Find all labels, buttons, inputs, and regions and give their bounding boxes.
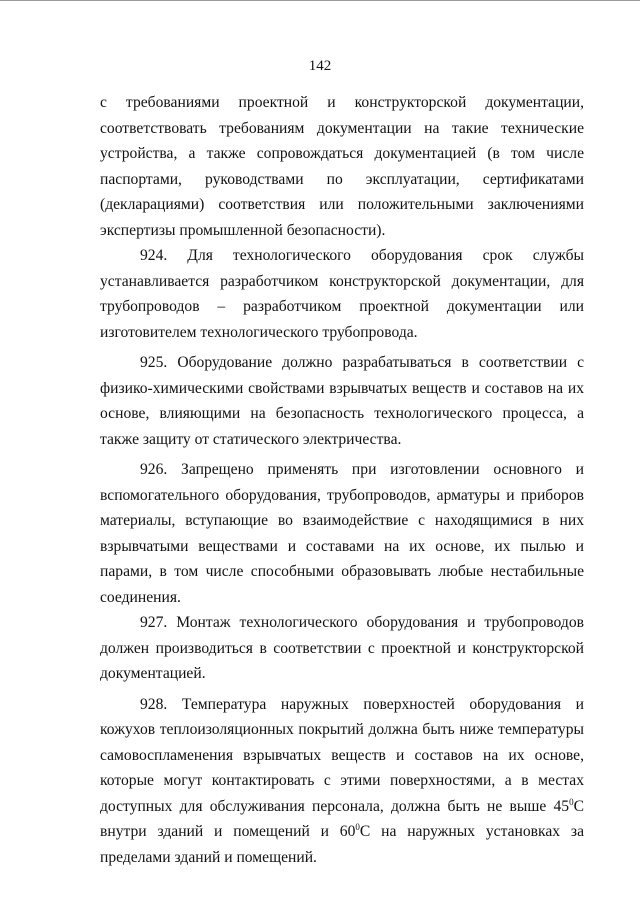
paragraph-927: 927. Монтаж технологического оборудования и трубопроводов должен производиться в соответствии с проектной и конструкторской документацией. <box>100 614 584 682</box>
paragraph-continuation: с требованиями проектной и конструкторской документации, соответствовать требованиям документации на такие технические устройства, а также сопровождаться документацией (в том числе паспортами, руководствами по эксплуатации, сертификатами (декларациями) соответствия или положительными заключениями экспертизы промышленной безопасности). <box>100 94 584 239</box>
top-border-line <box>0 0 640 1</box>
paragraph-928-text-1: 928. Температура наружных поверхностей оборудования и кожухов теплоизоляционных покрытий должна быть ниже температуры самовоспламенения взрывчатых веществ и составов на их основе, которые могут контактировать с этими поверхностями, а в местах доступных для обслуживания персонала, должна быть не выше 45 <box>100 695 584 815</box>
degree-superscript-2: 0 <box>355 822 360 832</box>
degree-superscript-1: 0 <box>569 796 574 807</box>
paragraph-925: 925. Оборудование должно разрабатываться в соответствии с физико-химическими свойствами взрывчатых веществ и составов на их основе, влияющими на безопасность технологического процесса, а также защиту от статического электричества. <box>100 354 584 448</box>
page-number: 142 <box>308 58 332 74</box>
paragraph-928 <box>100 692 584 871</box>
paragraph-924: 924. Для технологического оборудования срок службы устанавливается разработчиком конструкторской документации, для трубопроводов – разработчиком проектной документации или изготовителем технологического трубопровода. <box>100 247 584 341</box>
paragraph-928-text-3: С на наружных установках за пределами зданий и помещений. <box>100 823 584 866</box>
paragraph-926: 926. Запрещено применять при изготовлении основного и вспомогательного оборудования, трубопроводов, арматуры и приборов материалы, вступающие во взаимодействие с находящимися в них взрывчатыми веществами и составами на их основе, их пылью и парами, в том числе способными образовывать любые нестабильные соединения. <box>100 461 584 606</box>
document-body <box>100 90 584 870</box>
paragraph-928-text-2: С внутри зданий и помещений и 60 <box>100 797 584 840</box>
